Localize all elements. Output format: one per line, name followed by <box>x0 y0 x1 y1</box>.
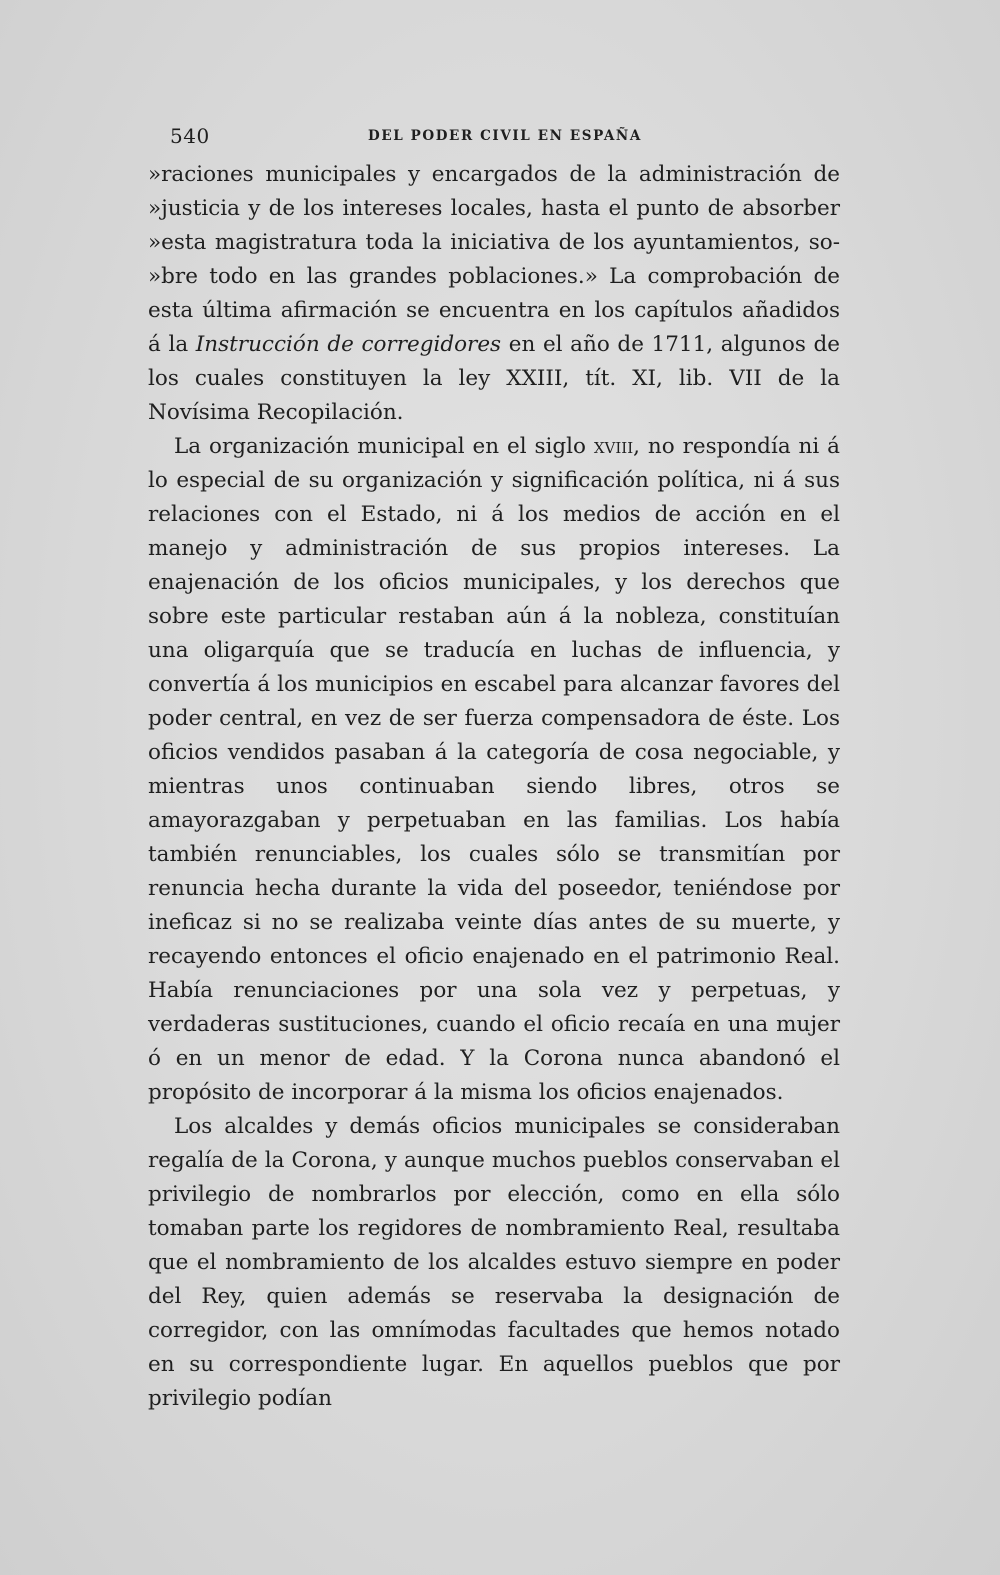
paragraph-text: Los alcaldes y demás oficios municipales se consideraban regalía de la Corona, y aunque muchos pueblos conservaban el privilegio de nombrarlos por elección, como en ella sólo tomaban parte los regidores de nombramiento Real, resultaba que el nombramiento de los alcaldes estuvo siempre en poder del Rey, quien además se reservaba la designación de corregidor, con las omnímodas facultades que hemos notado en su correspondiente lugar. En aquellos pueblos que por privilegio podían <box>148 1114 840 1411</box>
page-number: 540 <box>170 124 210 148</box>
paragraph-text: , no respondía ni á lo especial de su organización y significación política, ni á sus relaciones con el Estado, ni á los medios de acción en el manejo y administración de sus propios intereses. La enajenación de los oficios municipales, y los derechos que sobre este particular restaban aún á la nobleza, constituían una oligarquía que se traducía en luchas de influencia, y convertía á los municipios en escabel para alcanzar favores del poder central, en vez de ser fuerza compensadora de éste. Los oficios vendidos pasaban á la categoría de cosa negociable, y mientras unos continuaban siendo libres, otros se amayorazgaban y perpetuaban en las familias. Los había también renunciables, los cuales sólo se transmitían por renuncia hecha durante la vida del poseedor, teniéndose por ineficaz si no se realizaba veinte días antes de su muerte, y recayendo entonces el oficio enajenado en el patrimonio Real. Había renunciaciones por una sola vez y perpetuas, y verdaderas sustituciones, cuando el oficio recaía en una mujer ó en un menor de edad. Y la Corona nunca abandonó el propósito de incorporar á la misma los oficios enajenados. <box>148 434 840 1105</box>
paragraph-continuation <box>148 158 840 430</box>
paragraph-municipal-organization <box>148 430 840 1110</box>
paragraph-alcaldes <box>148 1110 840 1416</box>
paragraph-text: »raciones municipales y encargados de la administración de »justicia y de los intereses locales, hasta el punto de absorber »esta magistratura toda la iniciativa de los ayuntamientos, so- »bre todo en las grandes poblaciones.» La comprobación de esta última afirmación se encuentra en los capítulos añadidos á la <box>148 162 840 357</box>
italic-title: Instrucción de corregidores <box>195 332 502 357</box>
paragraph-text: en el año de 1711, algunos de los cuales constituyen la ley XXIII, tít. XI, lib. VII de la Novísima Recopilación. <box>148 332 840 425</box>
page-body <box>148 158 840 1416</box>
century-numeral: xviii <box>593 434 634 459</box>
page-header <box>170 124 840 148</box>
running-title: DEL PODER CIVIL EN ESPAÑA <box>368 128 642 144</box>
paragraph-text: La organización municipal en el siglo <box>174 434 594 459</box>
